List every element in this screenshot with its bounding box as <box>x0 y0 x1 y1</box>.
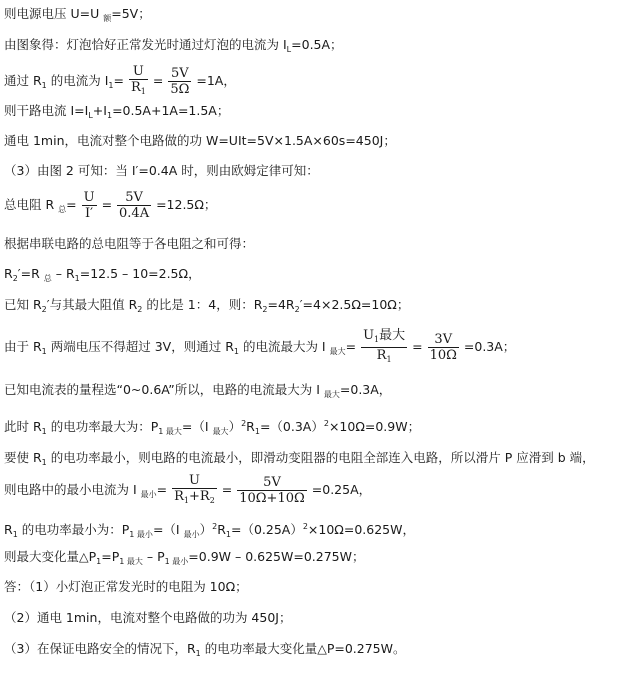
line-source-voltage <box>4 6 151 27</box>
line-r1-current <box>4 64 236 103</box>
subscript: 2 <box>12 274 18 283</box>
fraction <box>168 66 191 97</box>
subscript: 1 最大 <box>158 427 182 436</box>
text: 两端电压不得超过 3V，则通过 R <box>46 339 234 354</box>
text: =4R <box>267 297 295 312</box>
text: R <box>246 419 255 434</box>
text: U <box>363 328 375 343</box>
text: 由于 R <box>4 339 42 354</box>
denominator: 5Ω <box>170 82 190 97</box>
line-total-resistance <box>4 188 216 227</box>
text: =0.5A+1A=1.5A； <box>112 103 230 118</box>
text: 通电 1min，电流对整个电路做的功 W=UIt=5V×1.5A×60s=450J； <box>4 133 396 148</box>
text: 的电功率最小为：P <box>17 522 130 537</box>
subscript: 1 <box>41 458 47 467</box>
text: （2）通电 1min，电流对整个电路做的功为 450J； <box>4 610 292 625</box>
subscript: L <box>88 111 93 120</box>
text: R <box>376 348 387 363</box>
text: = <box>345 339 357 354</box>
subscript: 1 最小 <box>129 530 153 539</box>
text: +I <box>92 103 107 118</box>
denominator <box>172 488 217 508</box>
subscript: 1 最大 <box>119 557 143 566</box>
subscript: 最大 <box>212 427 229 436</box>
superscript: 2 <box>323 419 329 428</box>
subscript: 2 <box>41 305 47 314</box>
subscript: 最小 <box>183 530 200 539</box>
denominator: I′ <box>82 205 97 221</box>
text: =（I <box>152 522 184 537</box>
line-answer-2 <box>4 610 291 626</box>
text: – R <box>51 266 75 281</box>
numerator: 5V <box>263 475 281 490</box>
subscript: 1 <box>233 347 239 356</box>
text: =（0.3A） <box>259 419 324 434</box>
text: （3）由图 2 可知：当 I′=0.4A 时，则由欧姆定律可知： <box>4 163 319 178</box>
text: 已知 R <box>4 297 42 312</box>
numerator: U <box>83 190 95 205</box>
denominator: 0.4A <box>119 206 150 221</box>
subscript: 1 <box>374 335 380 344</box>
text: 的电功率最大为：P <box>46 419 159 434</box>
text: =1A， <box>196 73 236 88</box>
text: 的电流为 I <box>46 73 109 88</box>
text: 根据串联电路的总电阻等于各电阻之和可得： <box>4 236 255 251</box>
text: =（I <box>181 419 213 434</box>
text: ′=4×2.5Ω=10Ω； <box>299 297 410 312</box>
text: =12.5 – 10=2.5Ω， <box>79 266 201 281</box>
line-bulb-current <box>4 37 343 58</box>
numerator: U <box>132 64 144 79</box>
text: 的电流最大为 I <box>238 339 330 354</box>
text: 的电功率最大变化量△P=0.275W。 <box>200 641 406 656</box>
denominator: 10Ω+10Ω <box>239 491 305 506</box>
subscript: 总 <box>43 274 52 283</box>
subscript: 最小 <box>140 490 157 499</box>
text: =P <box>101 549 120 564</box>
superscript: 2 <box>241 419 247 428</box>
subscript: L <box>286 45 292 54</box>
line-main-current <box>4 103 229 124</box>
line-answer-1 <box>4 579 248 595</box>
line-part3-intro <box>4 163 319 179</box>
fraction <box>172 473 217 508</box>
text: = <box>221 482 233 497</box>
text: 要使 R <box>4 450 42 465</box>
subscript: 总 <box>58 205 67 214</box>
fraction <box>82 190 97 221</box>
line-work <box>4 133 396 149</box>
subscript: 额 <box>103 14 112 23</box>
denominator: 10Ω <box>429 348 457 363</box>
text: = <box>66 197 77 212</box>
text: 则干路电流 I=I <box>4 103 89 118</box>
subscript: 1 <box>41 81 47 90</box>
text: 则电路中的最小电流为 I <box>4 482 141 497</box>
subscript: 2 <box>137 305 143 314</box>
numerator: 5V <box>171 66 189 81</box>
line-max-power <box>4 416 420 440</box>
subscript: 最大 <box>323 390 340 399</box>
subscript: 最大 <box>329 347 346 356</box>
fraction <box>117 190 151 221</box>
text: = <box>152 73 164 88</box>
line-r2-max <box>4 297 409 318</box>
text: =0.3A， <box>339 382 392 397</box>
text: =12.5Ω； <box>156 197 217 212</box>
subscript: 1 最小 <box>164 557 189 566</box>
subscript: 1 <box>254 427 260 436</box>
fraction <box>361 328 407 367</box>
text: =0.25A， <box>311 482 372 497</box>
numerator: 3V <box>434 332 453 347</box>
line-ammeter-range <box>4 382 391 403</box>
fraction <box>129 64 148 99</box>
text: 总电阻 R <box>4 197 59 212</box>
text: +R <box>189 489 210 504</box>
subscript: 2 <box>262 305 268 314</box>
text: =0.5A； <box>291 37 343 52</box>
text: ′=R <box>17 266 44 281</box>
subscript: 1 <box>12 530 18 539</box>
text: – P <box>142 549 165 564</box>
line-r2-value <box>4 266 201 287</box>
line-answer-3 <box>4 641 405 662</box>
numerator: 5V <box>125 190 143 205</box>
text: R <box>174 489 184 504</box>
subscript: 1 <box>108 81 114 90</box>
subscript: 2 <box>294 305 300 314</box>
line-max-current <box>4 328 515 371</box>
line-power-change <box>4 549 364 570</box>
text: 最大 <box>379 328 406 343</box>
text: 答：（1）小灯泡正常发光时的电阻为 10Ω； <box>4 579 248 594</box>
text: 由图象得：灯泡恰好正常发光时通过灯泡的电流为 I <box>4 37 287 52</box>
subscript: 1 <box>183 496 189 505</box>
text: = <box>156 482 168 497</box>
text: = <box>101 197 113 212</box>
numerator: U <box>188 473 200 488</box>
text: 的电功率最小，则电路的电流最小，即滑动变阻器的电阻全部连入电路，所以滑片 P 应滑到 b 端， <box>46 450 595 465</box>
fraction <box>237 475 307 506</box>
subscript: 1 <box>41 347 47 356</box>
subscript: 1 <box>74 274 80 283</box>
text: ×10Ω=0.625W， <box>307 522 415 537</box>
text: =5V； <box>111 6 151 21</box>
subscript: 1 <box>195 649 201 658</box>
text: = <box>412 339 423 354</box>
text: 的比是 1：4，则：R <box>142 297 263 312</box>
text: R <box>4 266 13 281</box>
text: ） <box>228 419 242 434</box>
text: 通过 R <box>4 73 42 88</box>
text: =0.9W – 0.625W=0.275W； <box>188 549 365 564</box>
text: R <box>217 522 226 537</box>
superscript: 2 <box>302 522 308 531</box>
text: R <box>130 80 141 95</box>
subscript: 1 <box>106 111 113 120</box>
line-min-power <box>4 519 415 543</box>
denominator <box>129 79 148 99</box>
superscript: 2 <box>212 522 218 531</box>
subscript: 1 <box>225 530 231 539</box>
text: （3）在保证电路安全的情况下，R <box>4 641 196 656</box>
subscript: 1 <box>96 557 102 566</box>
text: 已知电流表的量程选“0~0.6A”所以，电路的电流最大为 I <box>4 382 324 397</box>
subscript: 1 <box>140 87 146 96</box>
text: R <box>4 522 13 537</box>
denominator <box>361 347 407 367</box>
text: ×10Ω=0.9W； <box>328 419 421 434</box>
text: ） <box>199 522 213 537</box>
text: 此时 R <box>4 419 42 434</box>
text: =（0.25A） <box>230 522 303 537</box>
subscript: 2 <box>209 496 215 505</box>
line-series-rule <box>4 236 254 252</box>
text: = <box>113 73 124 88</box>
text: 则最大变化量△P <box>4 549 97 564</box>
subscript: 1 <box>386 355 392 364</box>
subscript: 1 <box>41 427 47 436</box>
numerator <box>361 328 407 347</box>
line-min-current <box>4 472 371 513</box>
text: =0.3A； <box>463 339 516 354</box>
line-min-condition <box>4 450 595 471</box>
text: 则电源电压 U=U <box>4 6 104 21</box>
fraction <box>428 332 459 363</box>
text: ′与其最大阻值 R <box>46 297 138 312</box>
